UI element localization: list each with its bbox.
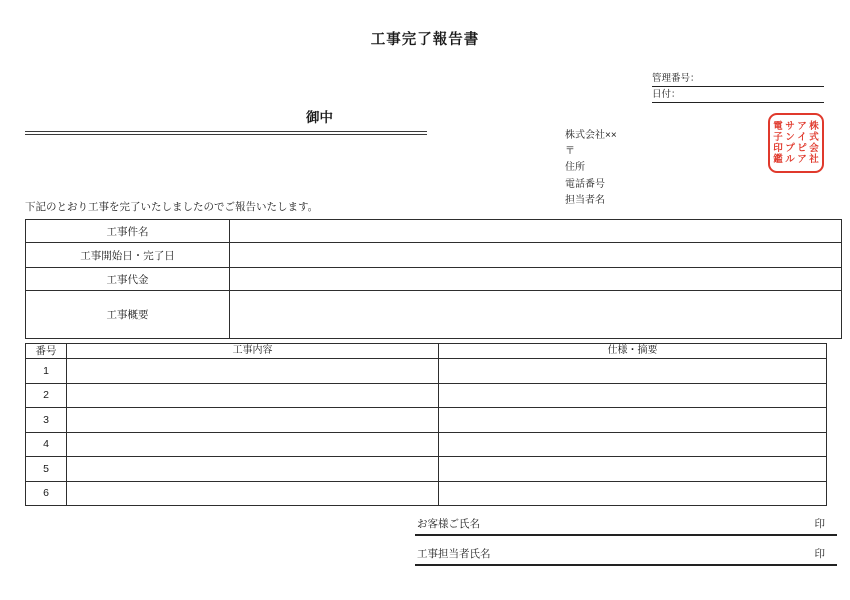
sender-address: 住所 [565,162,585,174]
content-cell[interactable] [67,457,439,482]
sender-phone: 電話番号 [565,178,605,190]
sender-block [565,128,617,209]
seal-mark: 印 [814,548,825,560]
spec-cell[interactable] [439,408,827,433]
spec-cell[interactable] [439,359,827,384]
summary-table [25,219,842,339]
page-title: 工事完了報告書 [370,32,480,48]
row-number: 1 [26,359,67,384]
content-cell[interactable] [67,408,439,433]
date-label: 日付： [652,89,681,100]
content-cell[interactable] [67,383,439,408]
stamp-column: アイピア [797,120,807,166]
spec-cell[interactable] [439,432,827,457]
intro-text: 下記のとおり工事を完了いたしましたのでご報告いたします。 [25,201,319,213]
spec-cell[interactable] [439,457,827,482]
table-row [26,432,827,457]
management-number-field[interactable] [652,62,824,87]
sender-company: 株式会社×× [565,130,617,141]
company-seal-stamp [768,113,824,173]
summary-label: 工事開始日・完了日 [26,243,230,268]
table-row [26,268,842,291]
summary-label: 工事代金 [26,268,230,291]
spec-cell[interactable] [439,383,827,408]
column-header-number: 番号 [26,344,67,359]
summary-label: 工事件名 [26,220,230,243]
management-number-label: 管理番号： [652,73,700,84]
table-row [26,359,827,384]
manager-signature-label: 工事担当者氏名 [417,548,491,560]
detail-table [25,343,827,506]
column-header-spec: 仕様・摘要 [439,344,827,359]
date-field[interactable] [652,87,824,103]
summary-value-cell[interactable] [230,268,842,291]
spec-cell[interactable] [439,481,827,506]
seal-mark: 印 [814,518,825,530]
summary-value-cell[interactable] [230,291,842,339]
summary-value-cell[interactable] [230,220,842,243]
table-row [26,481,827,506]
summary-value-cell[interactable] [230,243,842,268]
content-cell[interactable] [67,481,439,506]
table-row [26,243,842,268]
table-row [26,408,827,433]
row-number: 2 [26,383,67,408]
row-number: 6 [26,481,67,506]
table-row [26,291,842,339]
row-number: 4 [26,432,67,457]
summary-label: 工事概要 [26,291,230,339]
addressee-honorific: 御中 [306,110,333,125]
customer-signature-field[interactable] [415,512,837,536]
stamp-column: サンプル [785,120,795,166]
column-header-content: 工事内容 [67,344,439,359]
addressee-name-field[interactable] [25,131,427,135]
table-header-row [26,344,827,359]
table-row [26,220,842,243]
row-number: 5 [26,457,67,482]
row-number: 3 [26,408,67,433]
header-fields [652,62,824,103]
table-row [26,457,827,482]
manager-signature-field[interactable] [415,542,837,566]
content-cell[interactable] [67,432,439,457]
stamp-column: 電子印鑑 [773,120,783,166]
table-row [26,383,827,408]
sender-contact: 担当者名 [565,194,605,206]
content-cell[interactable] [67,359,439,384]
customer-signature-label: お客様ご氏名 [417,518,480,530]
sender-postal: 〒 [565,146,575,158]
stamp-column: 株式会社 [809,120,819,166]
